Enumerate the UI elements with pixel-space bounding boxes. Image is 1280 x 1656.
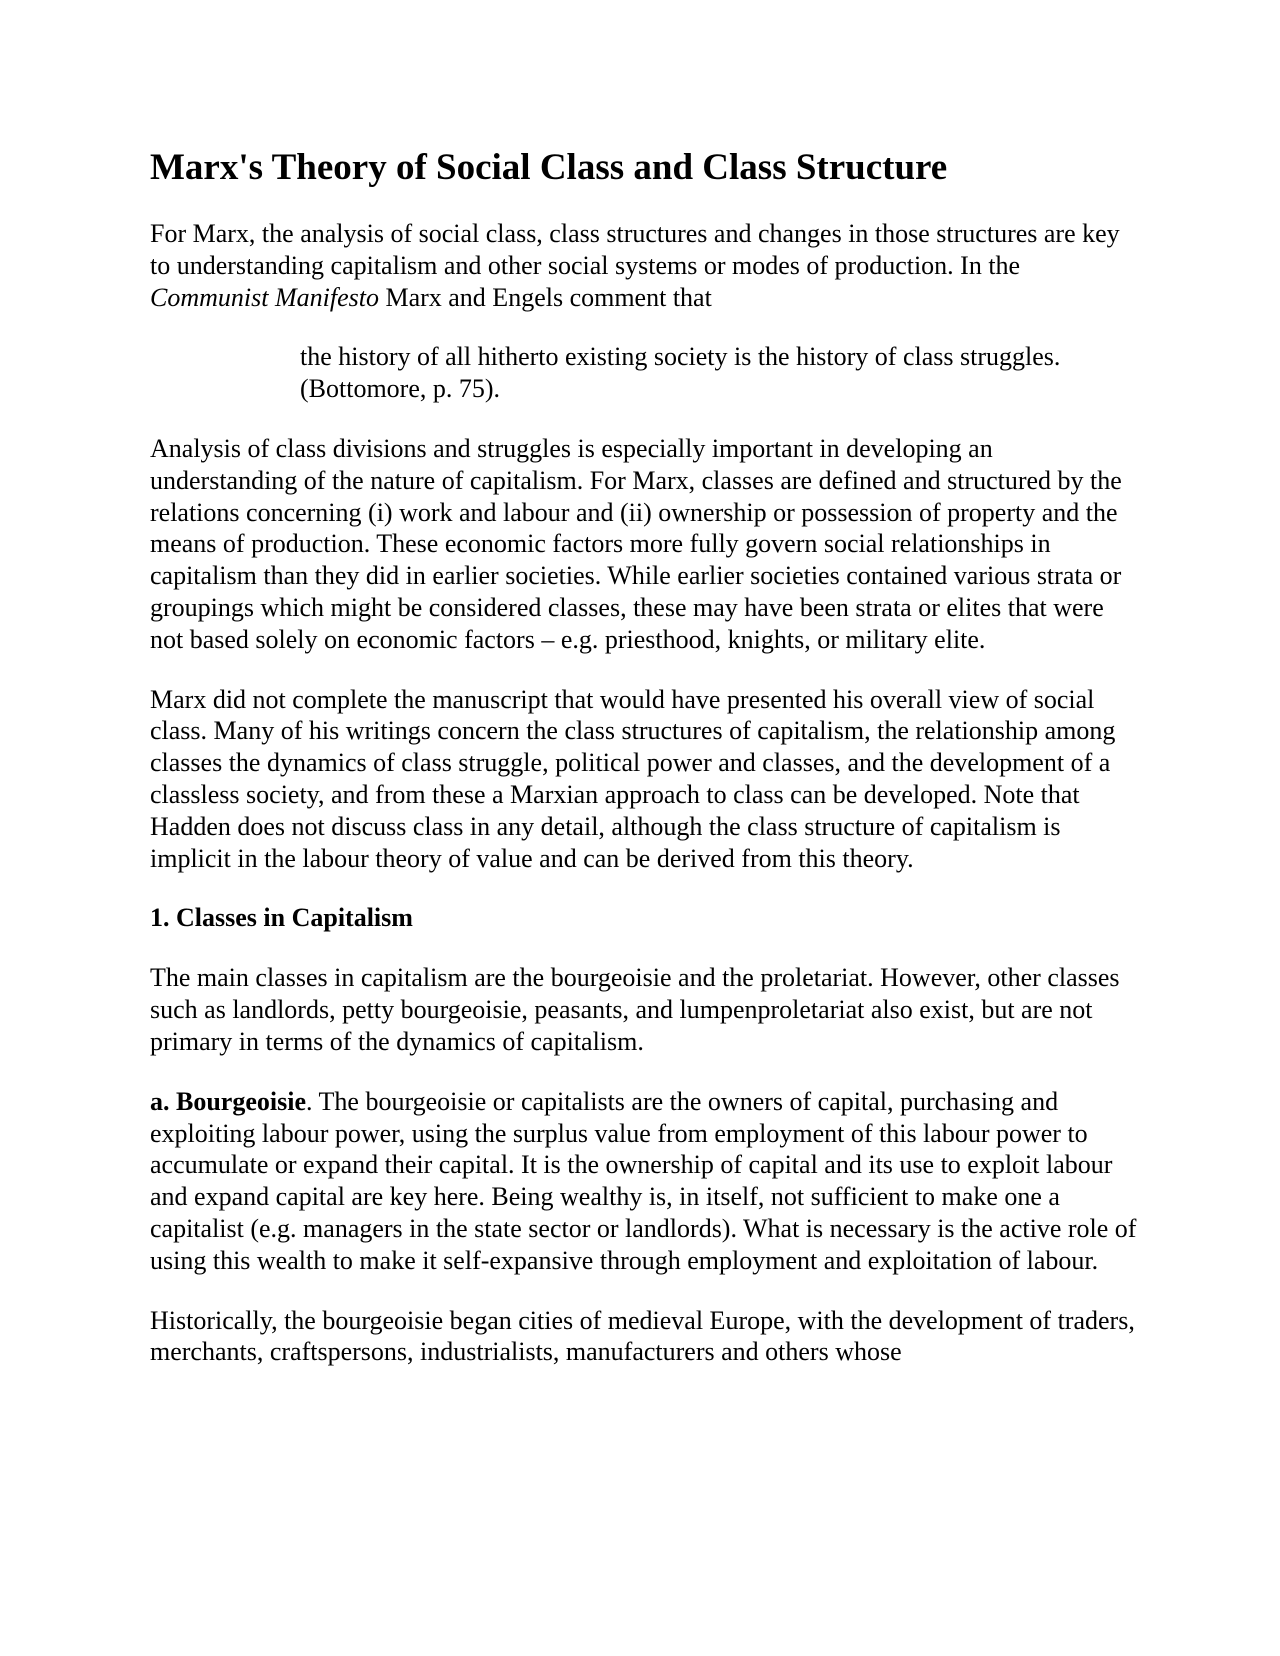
- document-title: Marx's Theory of Social Class and Class Structure: [150, 147, 948, 188]
- block-quote: the history of all hitherto existing society is the history of class struggles. (Bottomore, p. 75).: [300, 342, 1061, 404]
- intro-text-start: For Marx, the analysis of social class, class structures and changes in those structures are key to understanding capitalism and other social systems or modes of production. In the: [150, 219, 1120, 280]
- analysis-paragraph: Analysis of class divisions and struggles is especially important in developing an understanding of the nature of capitalism. For Marx, classes are defined and structured by the relations concerning (i) work and labour and (ii) ownership or possession of property and the means of production. These economic factors more fully govern social relationships in capitalism than they did in earlier societies. While earlier societies contained various strata or groupings which might be considered classes, these may have been strata or elites that were not based solely on economic factors – e.g. priesthood, knights, or military elite.: [150, 433, 1122, 654]
- document-body: [150, 146, 1140, 1396]
- manuscript-paragraph: Marx did not complete the manuscript that would have presented his overall view of social class. Many of his writings concern the class structures of capitalism, the relationship among classes the dynamics of class struggle, political power and classes, and the development of a classless society, and from these a Marxian approach to class can be developed. Note that Hadden does not discuss class in any detail, although the class structure of capitalism is implicit in the labour theory of value and can be derived from this theory.: [150, 684, 1116, 873]
- bourgeoisie-text: . The bourgeoisie or capitalists are the owners of capital, purchasing and exploiting labour power, using the surplus value from employment of this labour power to accumulate or expand their capital. It is the ownership of capital and its use to exploit labour and expand capital are key here. Being wealthy is, in itself, not sufficient to make one a capitalist (e.g. managers in the state sector or landlords). What is necessary is the active role of using this wealth to make it self-expansive through employment and exploitation of labour.: [150, 1086, 1137, 1275]
- intro-text-end: Marx and Engels comment that: [378, 282, 712, 312]
- historically-paragraph: Historically, the bourgeoisie began cities of medieval Europe, with the development of traders, merchants, craftspersons, industrialists, manufacturers and others whose: [150, 1305, 1135, 1367]
- section-heading-classes-in-capitalism: 1. Classes in Capitalism: [150, 903, 413, 933]
- main-classes-paragraph: The main classes in capitalism are the bourgeoisie and the proletariat. However, other classes such as landlords, petty bourgeoisie, peasants, and lumpenproletariat also exist, but are not primary in terms of the dynamics of capitalism.: [150, 963, 1120, 1056]
- bourgeoisie-paragraph: [150, 1086, 1140, 1277]
- manifesto-title: Communist Manifesto: [150, 282, 379, 312]
- intro-paragraph: [150, 218, 1140, 313]
- bourgeoisie-label: a. Bourgeoisie: [150, 1086, 306, 1116]
